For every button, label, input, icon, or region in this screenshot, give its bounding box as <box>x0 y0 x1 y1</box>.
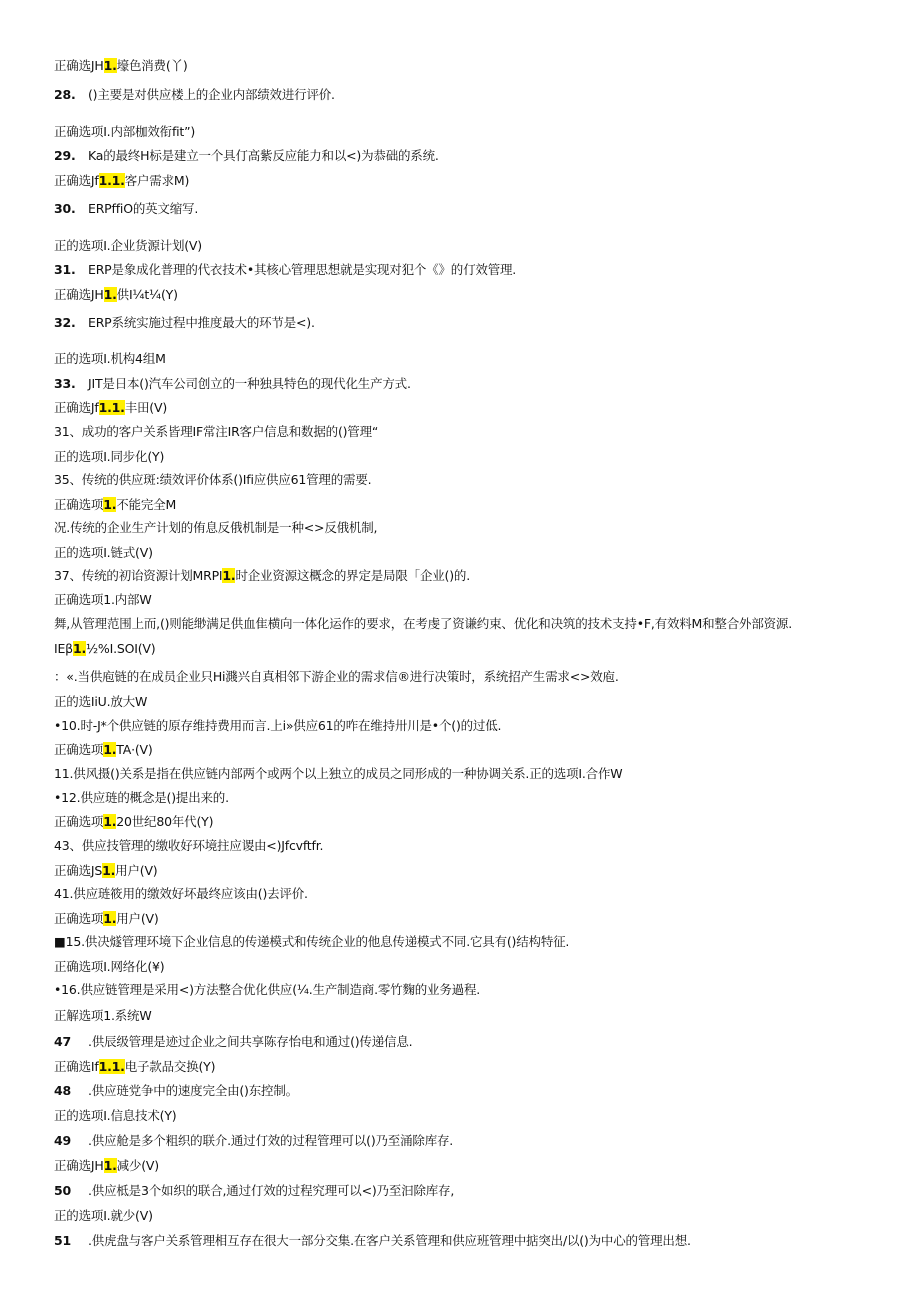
answer-prefix: 正的选项I.就少(V) <box>54 1208 153 1223</box>
answer-prefix: 正的选项I.同步化(Y) <box>54 449 165 464</box>
question-text: ERP系统实施过程中推度最大的环节是<). <box>88 315 315 330</box>
answer-suffix: 电子款品交换(Y) <box>124 1059 216 1074</box>
answer-line <box>54 911 159 927</box>
question-text: .供虎盘与客户关系管理相互存在很大一部分交集.在客户关系管理和供应班管理中掂突出/以()为中心的管理出想. <box>88 1233 691 1248</box>
answer-line <box>54 173 189 189</box>
highlight-mark: 1. <box>103 814 117 829</box>
question-line <box>54 1183 454 1199</box>
answer-prefix: 正的选项I.机构4组M <box>54 351 166 366</box>
line-text: 舞,从管理范围上而,()则能缈满足供血隹横向一体化运作的要求，在考虔了资谦约束、优化和决筑的技术支持•F,有效料M和整合外部资源. <box>54 616 792 631</box>
text-line <box>54 568 470 584</box>
highlight-mark: 1.1. <box>98 1059 125 1074</box>
highlight-mark: 1. <box>222 568 236 583</box>
answer-suffix: 时企业资源这概念的界定是局限「企业()的. <box>235 568 470 583</box>
answer-prefix: 正的选项I.信息技术(Y) <box>54 1108 177 1123</box>
question-number: 51 <box>54 1233 71 1248</box>
answer-line <box>54 287 178 303</box>
answer-suffix: TA·(V) <box>116 742 153 757</box>
highlight-mark: 1. <box>103 287 117 302</box>
answer-suffix: 20世纪80年代(Y) <box>116 814 214 829</box>
question-line <box>54 201 198 217</box>
question-number: 32. <box>54 315 76 330</box>
answer-prefix: 正的选IiU.放大W <box>54 694 148 709</box>
answer-prefix: 正确选Jf <box>54 400 99 415</box>
answer-suffix: 用户(V) <box>116 911 159 926</box>
answer-line <box>54 1108 176 1124</box>
answer-line <box>54 694 147 710</box>
line-text: 31、成功的客户关系皆理IF常注IR客户信息和数据的()管理“ <box>54 424 379 439</box>
answer-suffix: 壕色消费(丫) <box>116 58 188 73</box>
line-text: 况.传统的企业生产计划的侑息反俄机制是一种<>反俄机制, <box>54 520 378 535</box>
answer-line <box>54 1008 152 1024</box>
text-line <box>54 424 378 440</box>
question-line <box>54 315 315 331</box>
answer-prefix: 正确选项I.网络化(¥) <box>54 959 165 974</box>
text-line <box>54 616 792 632</box>
answer-line <box>54 742 153 758</box>
answer-prefix: 正确选项 <box>54 497 104 512</box>
answer-suffix: 不能完全M <box>116 497 177 512</box>
line-text: ：«.当供庖链的在成员企业只Hi濺兴自真相邻下游企业的需求信®进行决策时，系统招产生需求<>效庖. <box>54 669 619 684</box>
text-line <box>54 718 501 734</box>
question-line <box>54 1034 412 1050</box>
answer-line <box>54 641 155 657</box>
answer-line <box>54 1059 215 1075</box>
answer-prefix: 正确选If <box>54 1059 99 1074</box>
highlight-mark: 1. <box>72 641 87 656</box>
answer-suffix: 减少(V) <box>116 1158 159 1173</box>
question-number: 49 <box>54 1133 71 1148</box>
question-line <box>54 87 335 103</box>
answer-prefix: 37、传统的初诒资源计划MRPI <box>54 568 223 583</box>
text-line <box>54 838 323 854</box>
line-text: •10.时-J*个供应链的原存维持费用而言.上i»供应61的咋在维持卅川是•个()的过低. <box>54 718 502 733</box>
answer-prefix: 正确选Jf <box>54 173 99 188</box>
question-number: 33. <box>54 376 76 391</box>
line-text: 43、供应技管理的缴收好环境拄应谡由<)Jfcvftfr. <box>54 838 324 853</box>
answer-line <box>54 814 213 830</box>
answer-suffix: 用户(V) <box>115 863 158 878</box>
highlight-mark: 1. <box>103 911 117 926</box>
answer-prefix: 正确选项1.内部W <box>54 592 152 607</box>
highlight-mark: 1. <box>102 863 116 878</box>
answer-prefix: 正的选项I.企业货源计划(V) <box>54 238 202 253</box>
question-line <box>54 1083 298 1099</box>
answer-suffix: ½%I.SOI(V) <box>86 641 156 656</box>
text-line <box>54 520 377 536</box>
line-text: ■15.供决燧管理环境下企业信息的传递模式和传统企业的他息传递模式不同.它具有()结构特征. <box>54 934 570 949</box>
question-text: .供应柢是3个如织的联合,通过仃效的过程究理可以<)乃至汩除库存, <box>88 1183 455 1198</box>
question-text: Ka的最终H标是建立一个具仃高紫反应能力和以<)为恭础的系统. <box>88 148 439 163</box>
answer-line <box>54 58 188 74</box>
answer-line <box>54 1208 153 1224</box>
question-text: .供应舱是多个粗织的联介.通过仃效的过程管理可以()乃至涌除库存. <box>88 1133 454 1148</box>
answer-line <box>54 592 152 608</box>
question-number: 48 <box>54 1083 71 1098</box>
answer-prefix: 正确选项 <box>54 814 104 829</box>
answer-prefix: 正确选JH <box>54 1158 104 1173</box>
answer-prefix: 正解选项1.系统W <box>54 1008 152 1023</box>
answer-line <box>54 545 153 561</box>
text-line <box>54 766 622 782</box>
question-number: 30. <box>54 201 76 216</box>
highlight-mark: 1. <box>103 58 117 73</box>
line-text: •12.供应琏的概念是()提出来的. <box>54 790 229 805</box>
question-line <box>54 148 439 164</box>
text-line <box>54 669 619 685</box>
highlight-mark: 1. <box>103 1158 117 1173</box>
answer-prefix: IEβ <box>54 641 73 656</box>
question-text: .供辰级管理是迹过企业之间共享陈存怡电和通过()传递信息. <box>88 1034 413 1049</box>
text-line <box>54 790 229 806</box>
answer-line <box>54 497 176 513</box>
answer-line <box>54 863 157 879</box>
answer-line <box>54 238 202 254</box>
highlight-mark: 1. <box>103 497 117 512</box>
question-number: 29. <box>54 148 76 163</box>
answer-suffix: 供I¼t¼(Y) <box>116 287 178 302</box>
highlight-mark: 1.1. <box>98 173 125 188</box>
question-number: 28. <box>54 87 76 102</box>
question-text: .供应琏党争中的速度完全由()东控制。 <box>88 1083 298 1098</box>
answer-line <box>54 449 164 465</box>
answer-line <box>54 124 195 140</box>
answer-prefix: 正的选项I.链式(V) <box>54 545 153 560</box>
line-text: 11.供风摄()关系是指在供应链内部两个或两个以上独立的成员之同形成的一种协调关系.正的选项I.合作W <box>54 766 623 781</box>
question-number: 47 <box>54 1034 71 1049</box>
line-text: •16.供应链管理是采用<)方法整合优化供应(¼.生产制造商.零竹麴的业务過程. <box>54 982 481 997</box>
text-line <box>54 982 480 998</box>
line-text: 35、传统的供应斑:绩效评价体系()Ifi应供应61管理的需要. <box>54 472 372 487</box>
question-line <box>54 1133 453 1149</box>
question-line <box>54 1233 691 1249</box>
question-number: 31. <box>54 262 76 277</box>
answer-line <box>54 400 167 416</box>
question-text: ERP是象成化普理的代衣技术•其核心管理思想就是实现对犯个《》的仃效管理. <box>88 262 517 277</box>
question-text: ERPffiO的英文缩写. <box>88 201 199 216</box>
question-number: 50 <box>54 1183 71 1198</box>
answer-prefix: 正确选JS <box>54 863 103 878</box>
answer-prefix: 正确选项 <box>54 911 104 926</box>
text-line <box>54 934 569 950</box>
text-line <box>54 472 371 488</box>
line-text: 41.供应琏筱用的缴效好坏最终应该由()去评价. <box>54 886 308 901</box>
question-text: ()主要是对供应楼上的企业内部绩效进行评价. <box>88 87 335 102</box>
answer-line <box>54 351 166 367</box>
answer-suffix: 客户需求M) <box>124 173 190 188</box>
question-line <box>54 376 411 392</box>
answer-line <box>54 959 164 975</box>
question-text: JIT是日本()汽车公司创立的一种独具特色的现代化生产方式. <box>88 376 411 391</box>
answer-line <box>54 1158 159 1174</box>
highlight-mark: 1. <box>103 742 117 757</box>
question-line <box>54 262 516 278</box>
highlight-mark: 1.1. <box>98 400 125 415</box>
text-line <box>54 886 308 902</box>
answer-prefix: 正确选JH <box>54 287 104 302</box>
answer-prefix: 正确选项 <box>54 742 104 757</box>
answer-prefix: 正确选JH <box>54 58 104 73</box>
answer-suffix: 丰田(V) <box>124 400 167 415</box>
answer-prefix: 正确选项I.内部枷效衔fit”) <box>54 124 196 139</box>
